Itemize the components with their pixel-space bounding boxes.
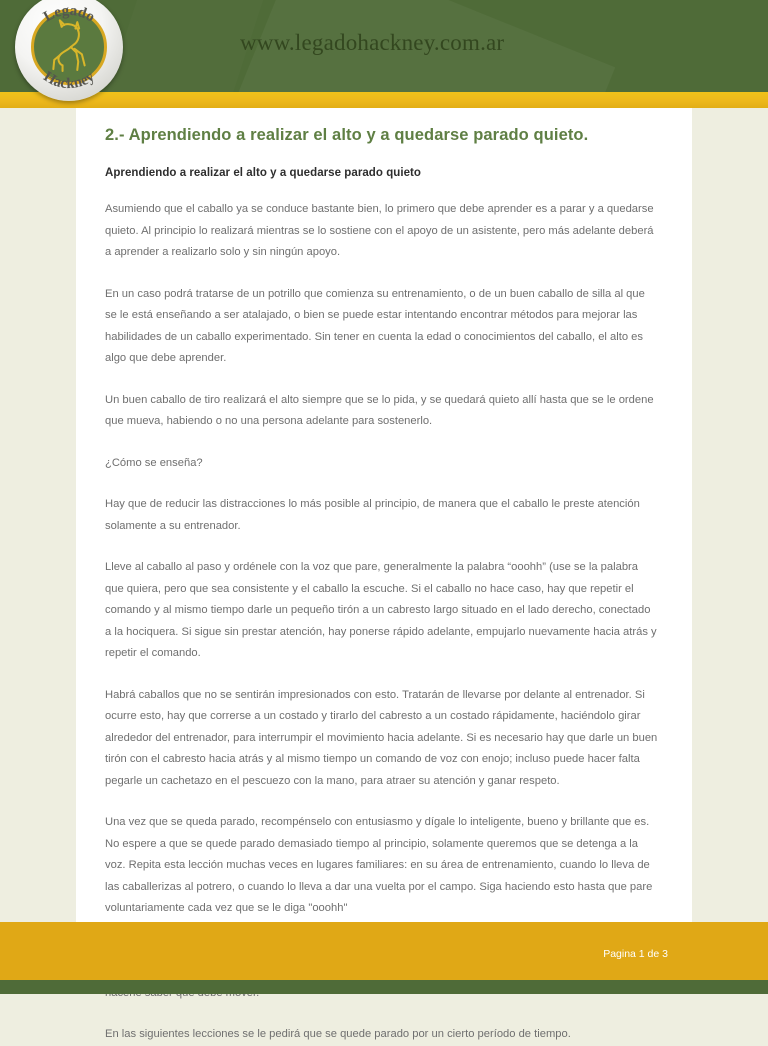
- paragraph: Una vez que se queda parado, recompénselo con entusiasmo y dígale lo inteligente, bueno y brillante que es. No espere a que se quede parado demasiado tiempo al principio, solamente queremos que se detenga a la voz. Repita esta lección muchas veces en lugares familiares: en su área de entrenamiento, cuando lo lleva de las caballerizas al potrero, o cuando lo lleva a dar una vuelta por el campo. Siga haciendo esto hasta que pare voluntariamente cada vez que se le diga "ooohh": [105, 816, 653, 915]
- logo-text-bottom-path: Hackney: [40, 68, 98, 93]
- document-body: [76, 108, 692, 1046]
- page-subtitle: Aprendiendo a realizar el alto y a quedarse parado quieto: [105, 167, 421, 180]
- paragraph: Hay que de reducir las distracciones lo más posible al principio, de manera que el caballo le preste atención solamente a su entrenador.: [105, 498, 640, 532]
- footer-green-strip: [0, 980, 768, 994]
- logo-text-top-path: Legado: [40, 2, 98, 26]
- paragraph-container: [105, 199, 658, 1046]
- paragraph: Asumiendo que el caballo ya se conduce bastante bien, lo primero que debe aprender es a parar y a quedarse quieto. Al principio lo realizará mientras se lo sostiene con el apoyo de un asistente, pero más adelante deberá a aprender a realizarlo solo y sin ningún apoyo.: [105, 203, 654, 259]
- paragraph: En las siguientes lecciones se le pedirá que se quede parado por un cierto período de tiempo.: [105, 1028, 571, 1041]
- logo-arc-text: [15, 0, 123, 101]
- paragraph: Habrá caballos que no se sentirán impresionados con esto. Tratarán de llevarse por delante al entrenador. Si ocurre esto, hay que correrse a un costado y tirarlo del cabresto a un costado rápidamente, haciéndolo girar alrededor del entrenador, para interrumpir el movimiento hacia adelante. Si es necesario hay que darle un buen tirón con el cabresto hacia atrás y al mismo tiempo un comando de voz con enojo; incluso puede hacer falta pegarle un cachetazo en el pescuezo con la mano, para atraer su atención y ganar respeto.: [105, 688, 658, 787]
- site-url-text: www.legadohackney.com.ar: [240, 30, 505, 55]
- paragraph: En un caso podrá tratarse de un potrillo que comienza su entrenamiento, o de un buen caballo de silla al que se le está enseñando a ser atalajado, o bien se puede estar intentando encontrar métodos para mejorar las habilidades de un caballo experimentado. Sin tener en cuenta la edad o conocimientos del caballo, el alto es algo que debe aprender.: [105, 287, 645, 365]
- paragraph: ¿Cómo se enseña?: [105, 456, 203, 469]
- footer-gold-band: [0, 922, 768, 980]
- paragraph: Lleve al caballo al paso y ordénele con la voz que pare, generalmente la palabra “ooohh” (use se la palabra que quiera, pero que sea consistente y el caballo la escuche. Si el caballo no hace caso, hay que repetir el comando y al mismo tiempo darle un pequeño tirón a un cabresto largo situado en el lado derecho, conectado a la hociquera. Si sigue sin prestar atención, hay ponerse rápido adelante, empujarlo nuevamente hacia atrás y repetir el comando.: [105, 561, 657, 660]
- logo-badge[interactable]: [15, 0, 123, 101]
- page-title: 2.- Aprendiendo a realizar el alto y a quedarse parado quieto.: [105, 126, 589, 144]
- paragraph: Un buen caballo de tiro realizará el alto siempre que se lo pida, y se quedará quieto allí hasta que se le ordene que mueva, habiendo o no una persona adelante para sostenerlo.: [105, 393, 654, 428]
- page-number-label: Pagina 1 de 3: [603, 948, 668, 960]
